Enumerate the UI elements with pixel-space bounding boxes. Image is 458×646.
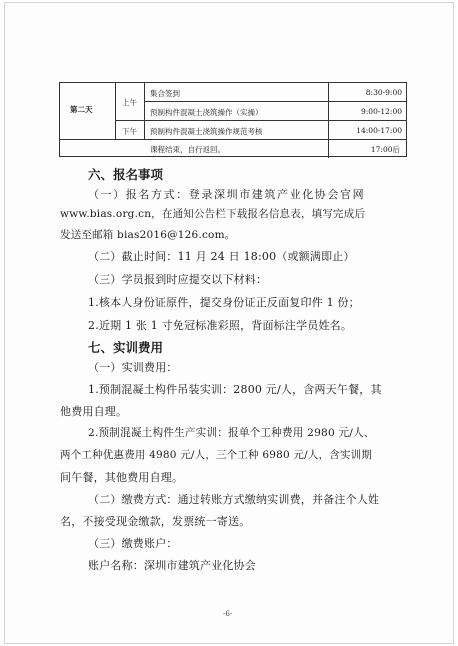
paragraph-line: 两个工种优惠费用 4980 元/人，三个工种 6980 元/人，含实训期 xyxy=(60,449,373,461)
paragraph-line: 他费用自理。 xyxy=(60,405,128,418)
paragraph-line: （一）报名方式：登录深圳市建筑产业化协会官网 xyxy=(88,188,366,201)
paragraph-line: 账户名称：深圳市建筑产业化协会 xyxy=(88,559,256,572)
schedule-item: 预制构件混凝土浇筑操作规范考核 xyxy=(150,127,263,136)
paragraph-line: （二）缴费方式：通过转账方式缴纳实训费，并备注个人姓 xyxy=(88,493,380,506)
paragraph-line: 1.核本人身份证原件，提交身份证正反面复印件 1 份； xyxy=(88,296,360,309)
schedule-item: 预制构件混凝土浇筑操作（实操） xyxy=(150,108,263,117)
paragraph-line: 名，不接受现金缴款，发票统一寄送。 xyxy=(60,515,251,528)
paragraph-line: 2.预制混凝土构件生产实训：报单个工种费用 2980 元/人、 xyxy=(88,427,375,439)
schedule-end-item: 课程结束，自行返回。 xyxy=(150,145,225,154)
paragraph-line: （三）学员报到时应提交以下材料： xyxy=(88,273,268,286)
paragraph-line: （二）截止时间：11 月 24 日 18:00（或额满即止） xyxy=(88,250,355,263)
morning-label: 上午 xyxy=(122,98,137,107)
schedule-item: 集合签到 xyxy=(150,89,180,98)
paragraph-line: 2.近期 1 张 1 寸免冠标准彩照，背面标注学员姓名。 xyxy=(88,319,353,332)
paragraph-line: 间午餐，其他费用自理。 xyxy=(60,471,184,484)
schedule-end-time: 17:00后 xyxy=(370,145,400,154)
section-heading: 七、实训费用 xyxy=(88,340,164,355)
page-number: -6- xyxy=(223,610,233,618)
paragraph-line: （一）实训费用： xyxy=(88,361,178,374)
paragraph-line: 1.预制混凝土构件吊装实训：2800 元/人，含两天午餐，其 xyxy=(88,383,382,396)
paragraph-line: 发送至邮箱 bias2016@126.com。 xyxy=(60,229,236,241)
section-heading: 六、报名事项 xyxy=(88,167,164,182)
schedule-table xyxy=(59,82,407,157)
day-label: 第二天 xyxy=(70,105,93,114)
schedule-time: 14:00-17:00 xyxy=(356,126,402,135)
paragraph-line: （三）缴费账户： xyxy=(88,537,178,550)
afternoon-label: 下午 xyxy=(122,127,137,136)
schedule-time: 9:00-12:00 xyxy=(361,107,402,116)
schedule-time: 8:30-9:00 xyxy=(365,88,402,97)
paragraph-line: www.bias.org.cn，在通知公告栏下载报名信息表，填写完成后 xyxy=(60,208,366,220)
